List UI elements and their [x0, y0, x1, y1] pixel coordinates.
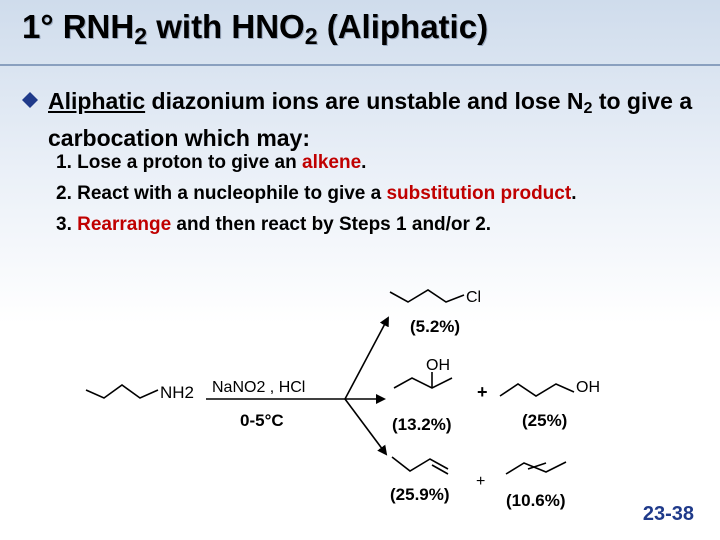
slide-title: 1° $RNH_2$ with $HNO_2$ (Aliphatic) — [22, 8, 489, 49]
arrow-to-chloride — [345, 318, 388, 399]
oh-label-1: OH — [576, 379, 600, 396]
step-item: 1. Lose a proton to give an alkene. — [56, 152, 367, 173]
diamond-bullet-icon — [22, 92, 38, 108]
yield-2-butanol: (13.2%) — [392, 415, 452, 434]
reagents-label: NaNO2 , HCl — [212, 379, 306, 396]
butan-1-ol-skeleton — [500, 384, 574, 396]
plus-sign-2: + — [476, 473, 486, 490]
amine-label: NH2 — [160, 383, 195, 402]
yield-2-butene: (10.6%) — [506, 491, 566, 510]
bullet-text: Aliphatic diazonium ions are unstable and lose $N_2$ to give a carbocation which may: — [48, 88, 693, 152]
but-1-ene-double-bond — [432, 465, 448, 474]
conditions-label: 0-5°C — [240, 411, 284, 430]
title-bar — [0, 0, 720, 72]
reaction-scheme — [0, 270, 720, 540]
butylamine-skeleton — [86, 385, 158, 398]
bullet-underlined-word: Aliphatic — [48, 88, 146, 114]
yield-chloride: (5.2%) — [410, 317, 461, 336]
step-item: 3. Rearrange and then react by Steps 1 and/or 2. — [56, 214, 492, 235]
oh-label-2: OH — [426, 357, 450, 374]
yield-1-butene: (25.9%) — [390, 485, 450, 504]
chloro-label: Cl — [466, 289, 482, 306]
steps-list — [56, 152, 576, 245]
plus-sign-1: + — [477, 382, 488, 402]
slide-number: 23-38 — [642, 503, 694, 525]
arrow-to-alkenes — [345, 399, 386, 454]
butan-2-ol-skeleton — [394, 378, 452, 388]
chlorobutane-skeleton — [390, 290, 464, 302]
yield-1-butanol: (25%) — [522, 411, 568, 430]
step-item: 2. React with a nucleophile to give a substitution product. — [56, 183, 577, 204]
title-divider — [0, 64, 720, 66]
but-2-ene-skeleton — [506, 462, 566, 474]
